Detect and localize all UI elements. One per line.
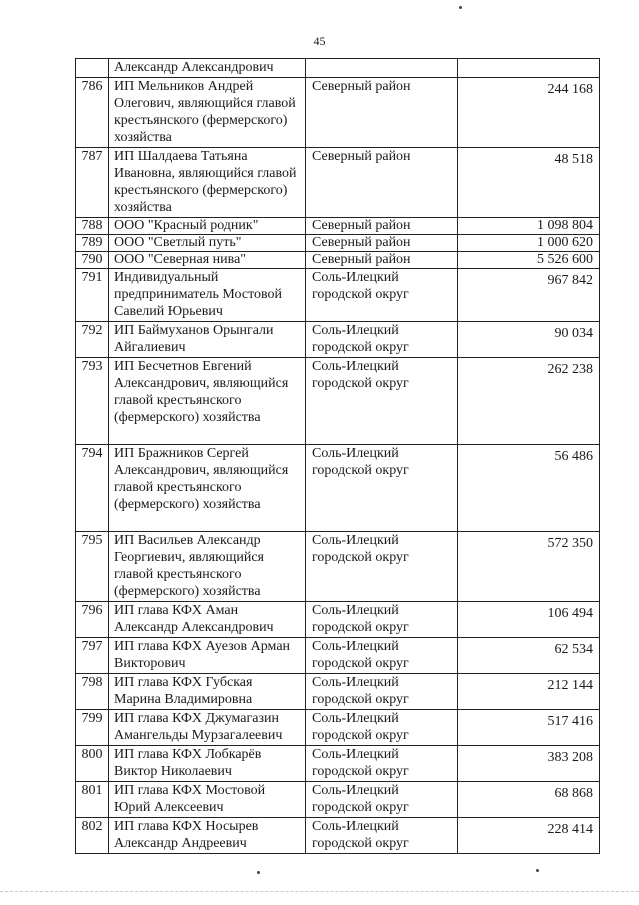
- row-number: 787: [76, 148, 109, 218]
- region: Северный район: [306, 78, 458, 148]
- recipient-name: ИП Васильев Александр Георгиевич, являющийся главой крестьянского (фермерского) хозяйства: [109, 532, 306, 602]
- recipient-name: ИП глава КФХ Носырев Александр Андреевич: [109, 818, 306, 854]
- region: Соль-Илецкий городской округ: [306, 746, 458, 782]
- row-number: 795: [76, 532, 109, 602]
- amount: 262 238: [458, 358, 600, 445]
- table-row: [76, 322, 600, 358]
- region: Соль-Илецкий городской округ: [306, 638, 458, 674]
- table-row: [76, 218, 600, 235]
- region: Соль-Илецкий городской округ: [306, 358, 458, 445]
- row-number: 788: [76, 218, 109, 235]
- amount: 212 144: [458, 674, 600, 710]
- table-row: [76, 638, 600, 674]
- region: Соль-Илецкий городской округ: [306, 269, 458, 322]
- table-row: [76, 358, 600, 445]
- table-row: [76, 818, 600, 854]
- recipient-name: Александр Александрович: [109, 59, 306, 78]
- region: Северный район: [306, 218, 458, 235]
- region: Северный район: [306, 235, 458, 252]
- table-row: [76, 602, 600, 638]
- page-number: 45: [313, 34, 326, 48]
- recipient-name: ООО "Светлый путь": [109, 235, 306, 252]
- amount: 5 526 600: [458, 252, 600, 269]
- table-row: [76, 445, 600, 532]
- table-row: [76, 59, 600, 78]
- amount: 1 000 620: [458, 235, 600, 252]
- recipient-name: ИП глава КФХ Ауезов Арман Викторович: [109, 638, 306, 674]
- table-row: [76, 710, 600, 746]
- amount: 967 842: [458, 269, 600, 322]
- table-row: [76, 78, 600, 148]
- recipient-name: ИП глава КФХ Лобкарёв Виктор Николаевич: [109, 746, 306, 782]
- table-row: [76, 252, 600, 269]
- amount: 56 486: [458, 445, 600, 532]
- recipient-name: ИП Баймуханов Орынгали Айгалиевич: [109, 322, 306, 358]
- subsidy-table: [75, 58, 600, 854]
- row-number: 789: [76, 235, 109, 252]
- table-row: [76, 269, 600, 322]
- region: Соль-Илецкий городской округ: [306, 710, 458, 746]
- table-row: [76, 532, 600, 602]
- region: Северный район: [306, 252, 458, 269]
- recipient-name: ИП глава КФХ Губская Марина Владимировна: [109, 674, 306, 710]
- scan-speck: [257, 871, 260, 874]
- row-number: 794: [76, 445, 109, 532]
- amount: 572 350: [458, 532, 600, 602]
- table-row: [76, 746, 600, 782]
- table-row: [76, 674, 600, 710]
- amount: 62 534: [458, 638, 600, 674]
- amount: [458, 59, 600, 78]
- scan-edge-line: [0, 891, 639, 892]
- recipient-name: ИП Мельников Андрей Олегович, являющийся главой крестьянского (фермерского) хозяйства: [109, 78, 306, 148]
- row-number: 796: [76, 602, 109, 638]
- amount: 1 098 804: [458, 218, 600, 235]
- table-row: [76, 782, 600, 818]
- amount: 228 414: [458, 818, 600, 854]
- row-number: 791: [76, 269, 109, 322]
- row-number: 793: [76, 358, 109, 445]
- amount: 517 416: [458, 710, 600, 746]
- recipient-name: ООО "Северная нива": [109, 252, 306, 269]
- table-row: [76, 235, 600, 252]
- row-number: 802: [76, 818, 109, 854]
- region: Соль-Илецкий городской округ: [306, 445, 458, 532]
- amount: 383 208: [458, 746, 600, 782]
- recipient-name: ИП глава КФХ Аман Александр Александрович: [109, 602, 306, 638]
- recipient-name: ИП глава КФХ Джумагазин Амангельды Мурзагалеевич: [109, 710, 306, 746]
- amount: 48 518: [458, 148, 600, 218]
- region: Соль-Илецкий городской округ: [306, 602, 458, 638]
- amount: 68 868: [458, 782, 600, 818]
- row-number: 799: [76, 710, 109, 746]
- scan-speck: [459, 6, 462, 9]
- recipient-name: ИП Бражников Сергей Александрович, являющийся главой крестьянского (фермерского) хозяйства: [109, 445, 306, 532]
- scan-speck: [536, 869, 539, 872]
- row-number: 801: [76, 782, 109, 818]
- row-number: 798: [76, 674, 109, 710]
- recipient-name: ИП Шалдаева Татьяна Ивановна, являющийся главой крестьянского (фермерского) хозяйства: [109, 148, 306, 218]
- row-number: 786: [76, 78, 109, 148]
- row-number: 790: [76, 252, 109, 269]
- row-number: 792: [76, 322, 109, 358]
- recipient-name: ИП глава КФХ Мостовой Юрий Алексеевич: [109, 782, 306, 818]
- row-number: 797: [76, 638, 109, 674]
- recipient-name: Индивидуальный предприниматель Мостовой Савелий Юрьевич: [109, 269, 306, 322]
- amount: 244 168: [458, 78, 600, 148]
- recipient-name: ООО "Красный родник": [109, 218, 306, 235]
- region: Соль-Илецкий городской округ: [306, 532, 458, 602]
- row-number: 800: [76, 746, 109, 782]
- table-row: [76, 148, 600, 218]
- region: [306, 59, 458, 78]
- region: Соль-Илецкий городской округ: [306, 818, 458, 854]
- region: Северный район: [306, 148, 458, 218]
- region: Соль-Илецкий городской округ: [306, 674, 458, 710]
- amount: 90 034: [458, 322, 600, 358]
- region: Соль-Илецкий городской округ: [306, 782, 458, 818]
- recipient-name: ИП Бесчетнов Евгений Александрович, являющийся главой крестьянского (фермерского) хозяйства: [109, 358, 306, 445]
- amount: 106 494: [458, 602, 600, 638]
- row-number: [76, 59, 109, 78]
- region: Соль-Илецкий городской округ: [306, 322, 458, 358]
